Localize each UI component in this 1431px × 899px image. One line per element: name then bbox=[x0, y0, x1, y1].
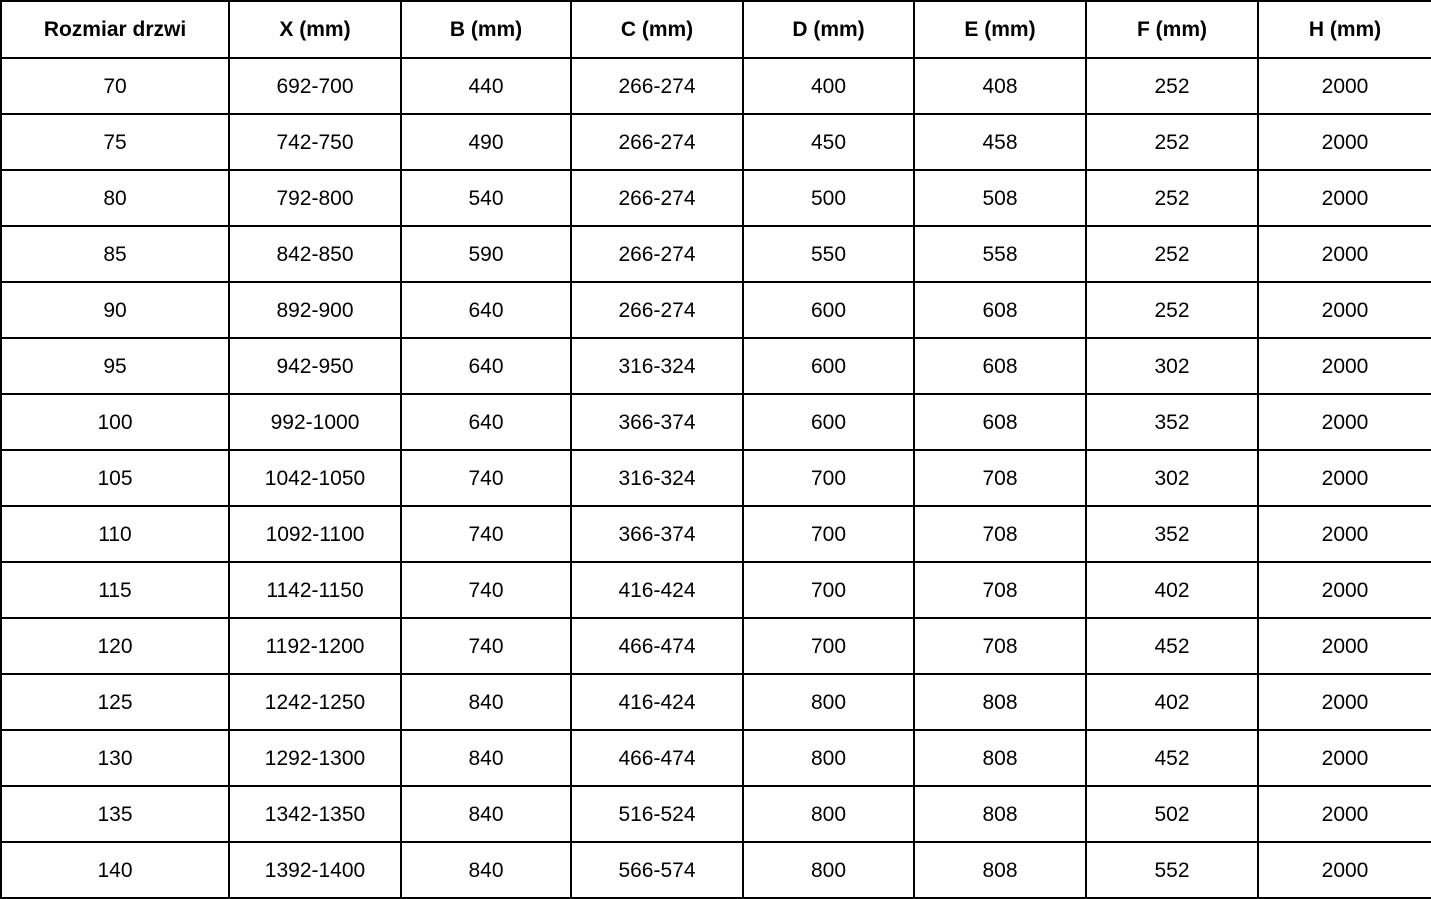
table-cell: 742-750 bbox=[229, 114, 401, 170]
table-cell: 1092-1100 bbox=[229, 506, 401, 562]
table-cell: 566-574 bbox=[571, 842, 743, 898]
table-cell: 252 bbox=[1086, 226, 1258, 282]
table-cell: 516-524 bbox=[571, 786, 743, 842]
table-cell: 2000 bbox=[1258, 618, 1431, 674]
table-cell: 125 bbox=[1, 674, 229, 730]
column-header: F (mm) bbox=[1086, 1, 1258, 58]
table-row bbox=[1, 674, 1431, 730]
table-cell: 252 bbox=[1086, 58, 1258, 114]
table-cell: 502 bbox=[1086, 786, 1258, 842]
table-cell: 500 bbox=[743, 170, 914, 226]
table-cell: 2000 bbox=[1258, 338, 1431, 394]
table-cell: 708 bbox=[914, 450, 1086, 506]
table-cell: 490 bbox=[401, 114, 571, 170]
table-row bbox=[1, 338, 1431, 394]
table-cell: 942-950 bbox=[229, 338, 401, 394]
table-cell: 840 bbox=[401, 786, 571, 842]
table-cell: 316-324 bbox=[571, 450, 743, 506]
table-row bbox=[1, 730, 1431, 786]
table-cell: 840 bbox=[401, 674, 571, 730]
table-cell: 352 bbox=[1086, 506, 1258, 562]
table-row bbox=[1, 394, 1431, 450]
table-cell: 700 bbox=[743, 618, 914, 674]
table-cell: 792-800 bbox=[229, 170, 401, 226]
table-row bbox=[1, 450, 1431, 506]
table-cell: 800 bbox=[743, 730, 914, 786]
table-cell: 692-700 bbox=[229, 58, 401, 114]
table-cell: 135 bbox=[1, 786, 229, 842]
table-cell: 466-474 bbox=[571, 618, 743, 674]
table-cell: 1042-1050 bbox=[229, 450, 401, 506]
table-cell: 458 bbox=[914, 114, 1086, 170]
table-cell: 316-324 bbox=[571, 338, 743, 394]
table-cell: 608 bbox=[914, 394, 1086, 450]
table-cell: 416-424 bbox=[571, 562, 743, 618]
table-cell: 352 bbox=[1086, 394, 1258, 450]
table-cell: 252 bbox=[1086, 170, 1258, 226]
column-header: B (mm) bbox=[401, 1, 571, 58]
column-header: E (mm) bbox=[914, 1, 1086, 58]
table-cell: 366-374 bbox=[571, 394, 743, 450]
table-cell: 2000 bbox=[1258, 562, 1431, 618]
table-cell: 740 bbox=[401, 450, 571, 506]
column-header: Rozmiar drzwi bbox=[1, 1, 229, 58]
table-cell: 2000 bbox=[1258, 730, 1431, 786]
table-cell: 266-274 bbox=[571, 226, 743, 282]
table-row bbox=[1, 562, 1431, 618]
table-cell: 2000 bbox=[1258, 674, 1431, 730]
table-cell: 640 bbox=[401, 394, 571, 450]
table-cell: 440 bbox=[401, 58, 571, 114]
table-cell: 1392-1400 bbox=[229, 842, 401, 898]
table-cell: 1242-1250 bbox=[229, 674, 401, 730]
table-cell: 1342-1350 bbox=[229, 786, 401, 842]
table-cell: 558 bbox=[914, 226, 1086, 282]
table-cell: 2000 bbox=[1258, 282, 1431, 338]
table-body bbox=[1, 58, 1431, 898]
table-cell: 110 bbox=[1, 506, 229, 562]
table-cell: 115 bbox=[1, 562, 229, 618]
table-cell: 700 bbox=[743, 506, 914, 562]
table-cell: 640 bbox=[401, 338, 571, 394]
table-cell: 740 bbox=[401, 506, 571, 562]
table-row bbox=[1, 842, 1431, 898]
table-cell: 840 bbox=[401, 730, 571, 786]
table-cell: 800 bbox=[743, 842, 914, 898]
table-cell: 600 bbox=[743, 394, 914, 450]
table-cell: 590 bbox=[401, 226, 571, 282]
column-header: C (mm) bbox=[571, 1, 743, 58]
table-cell: 266-274 bbox=[571, 282, 743, 338]
table-cell: 450 bbox=[743, 114, 914, 170]
table-cell: 408 bbox=[914, 58, 1086, 114]
table-cell: 1142-1150 bbox=[229, 562, 401, 618]
table-cell: 266-274 bbox=[571, 170, 743, 226]
table-cell: 2000 bbox=[1258, 842, 1431, 898]
table-cell: 700 bbox=[743, 562, 914, 618]
table-cell: 840 bbox=[401, 842, 571, 898]
table-row bbox=[1, 226, 1431, 282]
table-cell: 120 bbox=[1, 618, 229, 674]
table-cell: 508 bbox=[914, 170, 1086, 226]
table-cell: 892-900 bbox=[229, 282, 401, 338]
table-cell: 600 bbox=[743, 338, 914, 394]
table-cell: 466-474 bbox=[571, 730, 743, 786]
table-cell: 2000 bbox=[1258, 786, 1431, 842]
column-header: X (mm) bbox=[229, 1, 401, 58]
table-row bbox=[1, 58, 1431, 114]
table-cell: 2000 bbox=[1258, 58, 1431, 114]
table-cell: 85 bbox=[1, 226, 229, 282]
table-cell: 740 bbox=[401, 562, 571, 618]
table-header-row bbox=[1, 1, 1431, 58]
table-row bbox=[1, 786, 1431, 842]
table-cell: 416-424 bbox=[571, 674, 743, 730]
table-cell: 452 bbox=[1086, 618, 1258, 674]
table-cell: 402 bbox=[1086, 562, 1258, 618]
table-cell: 640 bbox=[401, 282, 571, 338]
table-cell: 266-274 bbox=[571, 114, 743, 170]
table-cell: 75 bbox=[1, 114, 229, 170]
table-cell: 252 bbox=[1086, 114, 1258, 170]
table-cell: 800 bbox=[743, 786, 914, 842]
table-cell: 105 bbox=[1, 450, 229, 506]
table-cell: 550 bbox=[743, 226, 914, 282]
column-header: H (mm) bbox=[1258, 1, 1431, 58]
table-cell: 608 bbox=[914, 338, 1086, 394]
table-cell: 70 bbox=[1, 58, 229, 114]
table-row bbox=[1, 114, 1431, 170]
table-cell: 2000 bbox=[1258, 394, 1431, 450]
table-cell: 402 bbox=[1086, 674, 1258, 730]
table-cell: 95 bbox=[1, 338, 229, 394]
table-cell: 130 bbox=[1, 730, 229, 786]
table-row bbox=[1, 506, 1431, 562]
table-cell: 700 bbox=[743, 450, 914, 506]
table-cell: 600 bbox=[743, 282, 914, 338]
table-cell: 302 bbox=[1086, 338, 1258, 394]
table-cell: 800 bbox=[743, 674, 914, 730]
table-cell: 2000 bbox=[1258, 170, 1431, 226]
table-cell: 808 bbox=[914, 842, 1086, 898]
table-cell: 2000 bbox=[1258, 506, 1431, 562]
table-cell: 808 bbox=[914, 674, 1086, 730]
table-cell: 80 bbox=[1, 170, 229, 226]
table-cell: 552 bbox=[1086, 842, 1258, 898]
table-cell: 2000 bbox=[1258, 450, 1431, 506]
table-cell: 740 bbox=[401, 618, 571, 674]
table-row bbox=[1, 282, 1431, 338]
table-cell: 266-274 bbox=[571, 58, 743, 114]
table-cell: 808 bbox=[914, 786, 1086, 842]
table-cell: 400 bbox=[743, 58, 914, 114]
table-cell: 1292-1300 bbox=[229, 730, 401, 786]
table-cell: 2000 bbox=[1258, 114, 1431, 170]
table-cell: 540 bbox=[401, 170, 571, 226]
table-cell: 366-374 bbox=[571, 506, 743, 562]
table-cell: 140 bbox=[1, 842, 229, 898]
table-cell: 708 bbox=[914, 562, 1086, 618]
table-cell: 302 bbox=[1086, 450, 1258, 506]
table-cell: 708 bbox=[914, 618, 1086, 674]
table-cell: 842-850 bbox=[229, 226, 401, 282]
table-cell: 100 bbox=[1, 394, 229, 450]
table-cell: 992-1000 bbox=[229, 394, 401, 450]
table-cell: 452 bbox=[1086, 730, 1258, 786]
table-cell: 252 bbox=[1086, 282, 1258, 338]
table-cell: 90 bbox=[1, 282, 229, 338]
table-cell: 1192-1200 bbox=[229, 618, 401, 674]
table-cell: 608 bbox=[914, 282, 1086, 338]
column-header: D (mm) bbox=[743, 1, 914, 58]
table-cell: 808 bbox=[914, 730, 1086, 786]
table-cell: 2000 bbox=[1258, 226, 1431, 282]
table-row bbox=[1, 170, 1431, 226]
table-row bbox=[1, 618, 1431, 674]
table-cell: 708 bbox=[914, 506, 1086, 562]
